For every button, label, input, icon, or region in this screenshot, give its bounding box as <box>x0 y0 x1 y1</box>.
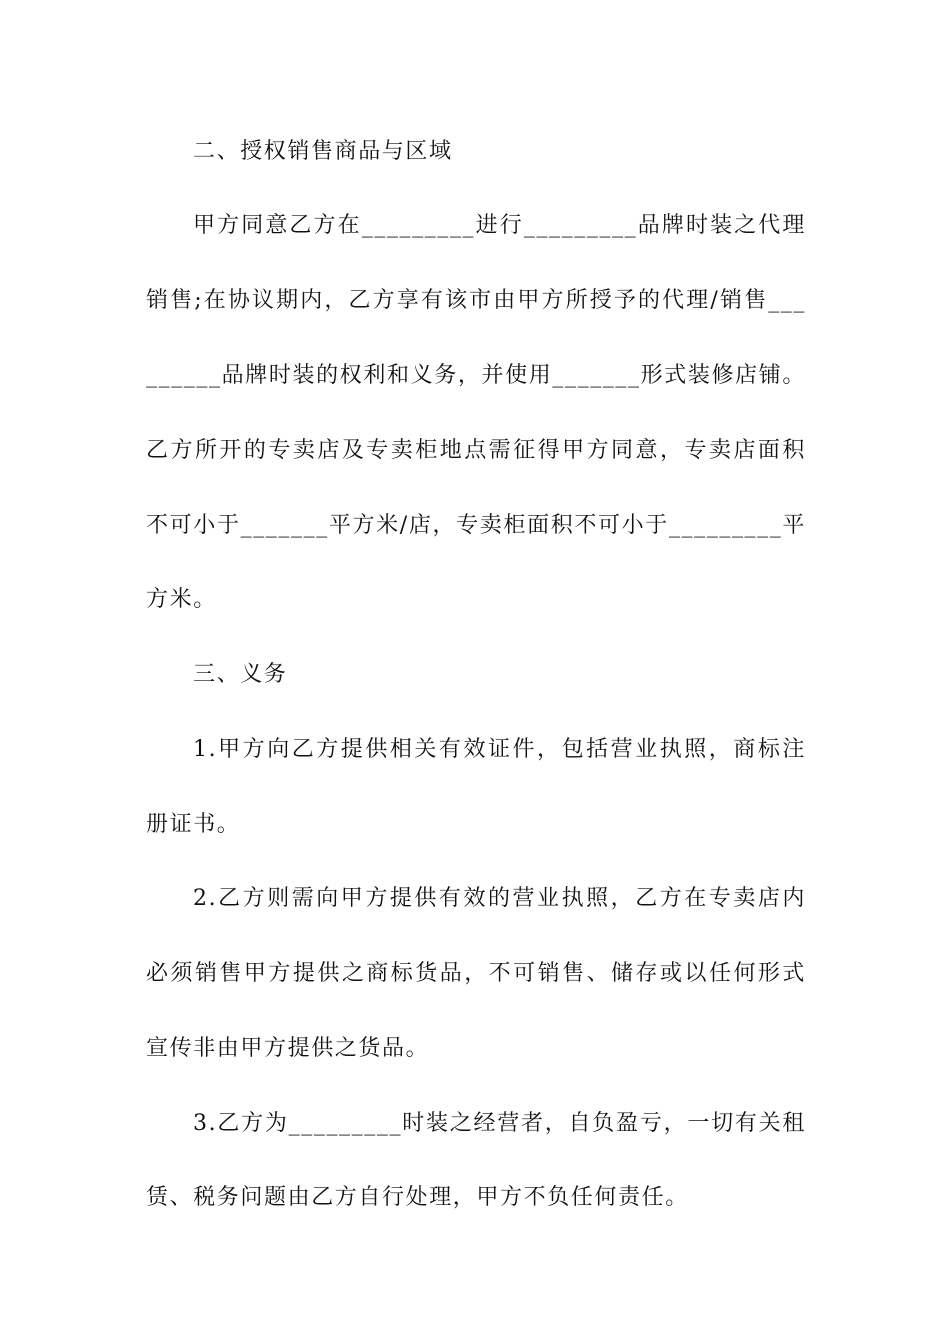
paragraph-line: 宣传非由甲方提供之货品。 <box>146 1036 430 1061</box>
section-heading-authorized-goods: 二、授权销售商品与区域 <box>193 139 453 164</box>
paragraph-line: 3.乙方为_________时装之经营者，自负盈亏，一切有关租 <box>193 1111 806 1136</box>
section-heading-obligations: 三、义务 <box>193 662 288 687</box>
paragraph-line: 甲方同意乙方在_________进行_________品牌时装之代理 <box>193 213 806 238</box>
paragraph-line: 2.乙方则需向甲方提供有效的营业执照，乙方在专卖店内 <box>193 886 806 911</box>
paragraph-line: 1.甲方向乙方提供相关有效证件，包括营业执照，商标注 <box>193 737 806 762</box>
paragraph-line: 不可小于_______平方米/店，专卖柜面积不可小于_________平 <box>146 513 806 538</box>
paragraph-line: 必须销售甲方提供之商标货品，不可销售、储存或以任何形式 <box>146 961 806 986</box>
paragraph-line: ______品牌时装的权利和义务，并使用_______形式装修店铺。 <box>146 363 806 388</box>
paragraph-line: 乙方所开的专卖店及专卖柜地点需征得甲方同意，专卖店面积 <box>146 438 806 463</box>
paragraph-line: 赁、税务问题由乙方自行处理，甲方不负任何责任。 <box>146 1185 689 1210</box>
paragraph-line: 册证书。 <box>146 812 241 837</box>
paragraph-line: 方米。 <box>146 587 217 612</box>
paragraph-line: 销售;在协议期内，乙方享有该市由甲方所授予的代理/销售___ <box>146 288 806 313</box>
